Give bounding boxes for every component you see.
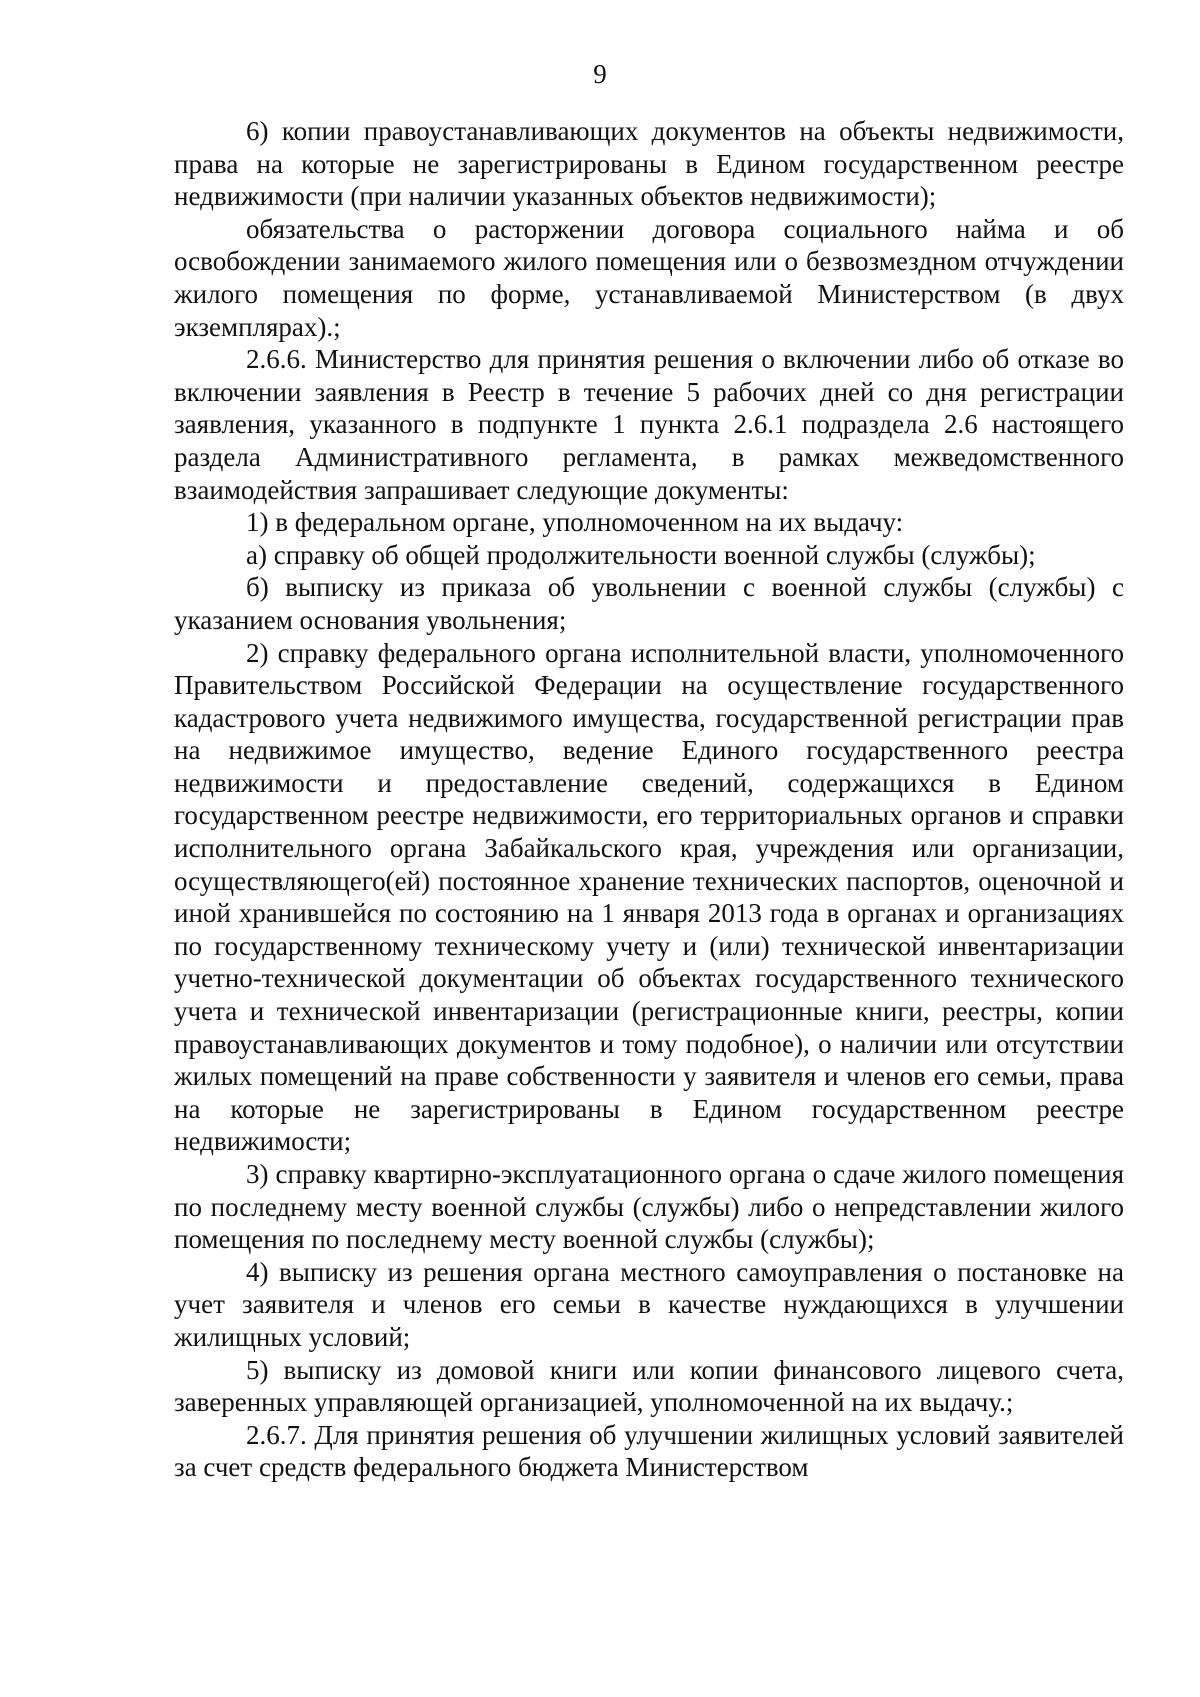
paragraph-section-2-6-7: 2.6.7. Для принятия решения об улучшении жилищных условий заявителей за счет средств федерального бюджета Министерством [174, 1419, 1124, 1483]
paragraph-item-3-housing-authority: 3) справку квартирно-эксплуатационного органа о сдаче жилого помещения по последнему месту военной службы (службы) либо о непредставлении жилого помещения по последнему месту военной службы (службы); [174, 1159, 1124, 1255]
paragraph-item-4-local-government: 4) выписку из решения органа местного самоуправления о постановке на учет заявителя и членов его семьи в качестве нуждающихся в улучшении жилищных условий; [174, 1256, 1124, 1352]
paragraph-section-2-6-6: 2.6.6. Министерство для принятия решения о включении либо об отказе во включении заявления в Реестр в течение 5 рабочих дней со дня регистрации заявления, указанного в подпункте 1 пункта 2.6.1 подраздела 2.6 настоящего раздела Административного регламента, в рамках межведомственного взаимодействия запрашивает следующие документы: [174, 344, 1124, 505]
page-number: 9 [593, 59, 607, 89]
paragraph-obligation-termination: обязательства о расторжении договора социального найма и об освобождении занимаемого жилого помещения или о безвозмездном отчуждении жилого помещения по форме, устанавливаемой Министерством (в двух экземплярах).; [174, 213, 1124, 342]
document-body [174, 115, 1124, 1484]
paragraph-item-5-house-book: 5) выписку из домовой книги или копии финансового лицевого счета, заверенных управляющей организацией, уполномоченной на их выдачу.; [174, 1354, 1124, 1418]
paragraph-item-1-federal-body: 1) в федеральном органе, уполномоченном на их выдачу: [246, 507, 904, 538]
paragraph-item-b-dismissal-extract: б) выписку из приказа об увольнении с военной службы (службы) с указанием основания увольнения; [174, 572, 1124, 635]
paragraph-item-6-copies: 6) копии правоустанавливающих документов на объекты недвижимости, права на которые не зарегистрированы в Едином государственном реестре недвижимости (при наличии указанных объектов недвижимости); [174, 116, 1124, 212]
paragraph-item-a-service-certificate: а) справку об общей продолжительности военной службы (службы); [246, 539, 1036, 570]
paragraph-item-2-registry-certificate: 2) справку федерального органа исполнительной власти, уполномоченного Правительством Российской Федерации на осуществление государственного кадастрового учета недвижимого имущества, государственной регистрации прав на недвижимое имущество, ведение Единого государственного реестра недвижимости и предоставление сведений, содержащихся в Едином государственном реестре недвижимости, его территориальных органов и справки исполнительного органа Забайкальского края, учреждения или организации, осуществляющего(ей) постоянное хранение технических паспортов, оценочной и иной хранившейся по состоянию на 1 января 2013 года в органах и организациях по государственному техническому учету и (или) технической инвентаризации учетно-технической документации об объектах государственного технического учета и технической инвентаризации (регистрационные книги, реестры, копии правоустанавливающих документов и тому подобное), о наличии или отсутствии жилых помещений на праве собственности у заявителя и членов его семьи, права на которые не зарегистрированы в Едином государственном реестре недвижимости; [174, 637, 1124, 1157]
